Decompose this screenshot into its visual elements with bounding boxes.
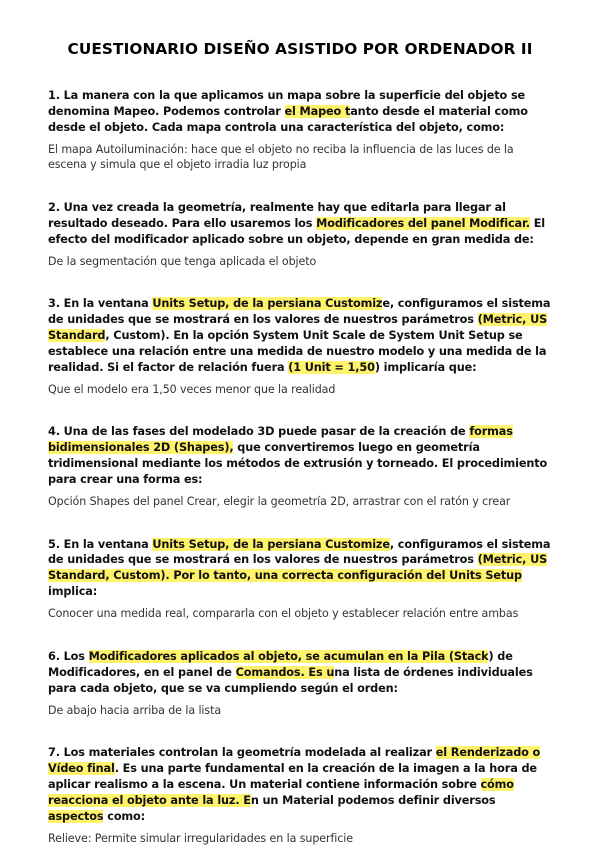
highlighted-text: Units Setup, de la persiana Customiz: [152, 297, 383, 311]
highlighted-text: aspectos: [48, 809, 104, 823]
question-text: [48, 424, 552, 488]
question-block: [48, 537, 552, 622]
answer-text: De abajo hacia arriba de la lista: [48, 703, 222, 717]
question-block: [48, 649, 552, 718]
question-segment: . Es una parte fundamental en la creación de la imagen a la hora de aplicar realismo a la escena. Un material contiene información sobre: [48, 762, 537, 791]
question-segment: ) implicaría que:: [374, 360, 477, 374]
question-list: [48, 88, 552, 846]
question-segment: anto desde el material como desde el objeto. Cada mapa controla una característica del objeto, como:: [48, 104, 528, 134]
question-segment: 6. Los: [48, 649, 89, 663]
question-segment: 2. Una vez creada la geometría, realmente hay que editarla para llegar al resultado deseado. Para ello usaremos los: [48, 200, 506, 230]
answer-text: Conocer una medida real, compararla con el objeto y establecer relación entre ambas: [48, 607, 519, 621]
answer-text: El mapa Autoiluminación: hace que el objeto no reciba la influencia de las luces de la escena y simula que el objeto irradia luz propia: [48, 142, 514, 172]
question-segment: que convertiremos luego en geometría tridimensional mediante los métodos de extrusión y torneado. El procedimiento para crear una forma es:: [48, 441, 548, 487]
question-segment: e, configuramos el sistema de unidades que se mostrará en los valores de nuestros parámetros: [48, 297, 551, 327]
question-segment: , Custom). En la opción System Unit Scale de System Unit Setup se establece una relación entre una medida de nuestro modelo y una medida de la realidad. Si el factor de relación fuera: [48, 329, 547, 374]
question-text: [48, 88, 552, 136]
question-text: [48, 296, 552, 376]
question-block: [48, 296, 552, 397]
question-block: [48, 424, 552, 509]
highlighted-text: Comandos. Es u: [235, 665, 335, 679]
question-segment: como:: [103, 809, 146, 823]
question-segment: 7. Los materiales controlan la geometría modelada al realizar: [48, 746, 436, 760]
highlighted-text: (Metric, US Standard: [48, 313, 548, 343]
question-text: [48, 200, 552, 248]
question-segment: 4. Una de las fases del modelado 3D puede pasar de la creación de: [48, 425, 470, 439]
highlighted-text: (1 Unit = 1,50: [288, 360, 375, 374]
highlighted-text: Modificadores aplicados al objeto, se acumulan en la Pila (Stack: [88, 649, 489, 663]
highlighted-text: Units Setup, de la persiana Customize: [152, 537, 390, 551]
question-segment: ) de Modificadores, en el panel de: [48, 649, 513, 679]
question-text: [48, 745, 552, 825]
highlighted-text: Modificadores del panel Modificar.: [316, 216, 530, 230]
highlighted-text: formas bidimensionales 2D (Shapes),: [48, 425, 513, 455]
highlighted-text: el Mapeo t: [284, 104, 351, 118]
question-text: [48, 649, 552, 697]
question-segment: 1. La manera con la que aplicamos un mapa sobre la superficie del objeto se denomina Mapeo. Podemos controlar: [48, 89, 526, 118]
answer-text: Que el modelo era 1,50 veces menor que la realidad: [48, 382, 336, 396]
highlighted-text: el Renderizado o Vídeo final: [48, 746, 541, 775]
answer-text: De la segmentación que tenga aplicada el objeto: [48, 254, 317, 268]
document-title: CUESTIONARIO DISEÑO ASISTIDO POR ORDENADOR II: [67, 40, 533, 58]
question-segment: na lista de órdenes individuales para cada objeto, que se va cumpliendo según el orden:: [48, 665, 533, 695]
question-segment: , configuramos el sistema de unidades que se mostrará en los valores de nuestros parámetros: [48, 537, 551, 567]
question-block: [48, 200, 552, 269]
question-segment: El efecto del modificador aplicado sobre un objeto, depende en gran medida de:: [48, 216, 546, 246]
question-block: [48, 88, 552, 173]
answer-text: Relieve: Permite simular irregularidades en la superficie: [48, 831, 353, 845]
question-segment: 3. En la ventana: [48, 297, 153, 311]
highlighted-text: (Metric, US Standard, Custom). Por lo tanto, una correcta configuración del Units Setup: [48, 553, 548, 583]
question-segment: n un Material podemos definir diversos: [250, 793, 496, 807]
question-block: [48, 745, 552, 846]
answer-text: Opción Shapes del panel Crear, elegir la geometría 2D, arrastrar con el ratón y crear: [48, 494, 511, 508]
question-segment: 5. En la ventana: [48, 537, 153, 551]
question-text: [48, 537, 552, 601]
highlighted-text: cómo reacciona el objeto ante la luz. E: [48, 777, 514, 807]
question-segment: implica:: [48, 585, 98, 599]
